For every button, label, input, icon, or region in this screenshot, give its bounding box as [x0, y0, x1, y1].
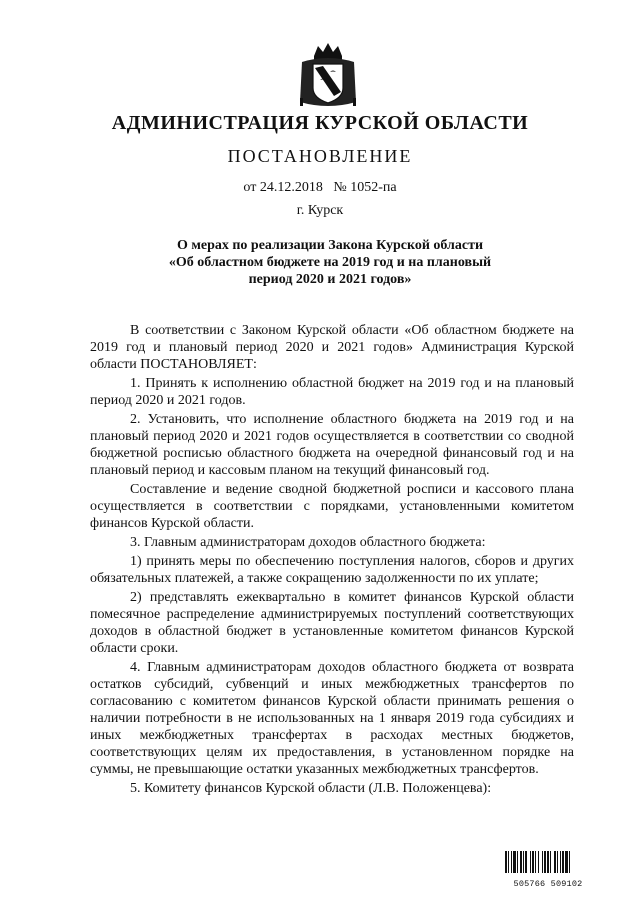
paragraph-item-3: 3. Главным администраторам доходов областного бюджета: [130, 535, 486, 550]
barcode [505, 851, 591, 889]
date-and-number: от 24.12.2018 № 1052-па [243, 180, 397, 195]
paragraph-item-2: 2. Установить, что исполнение областного бюджета на 2019 год и на плановый период 2020 и 2021 годов осуществляется в соответствии со сводной бюджетной росписью областного бюджета на очередной финансовый год и на плановый период и кассовым планом на текущий финансовый год. [90, 412, 574, 478]
paragraph-preamble: В соответствии с Законом Курской области «Об областном бюджете на 2019 год и плановый период 2020 и 2021 годов» Администрация Курской области ПОСТАНОВЛЯЕТ: [90, 323, 574, 372]
subject-line: «Об областном бюджете на 2019 год и на плановый [168, 255, 492, 270]
paragraph-item-2-continuation: Составление и ведение сводной бюджетной росписи и кассового плана осуществляется в соответствии с порядками, установленными комитетом финансов Курской области. [90, 482, 574, 531]
document-type: ПОСТАНОВЛЕНИЕ [227, 146, 413, 166]
coat-of-arms-icon [296, 40, 360, 108]
paragraph-item-4: 4. Главным администраторам доходов областного бюджета от возврата остатков субсидий, субвенций и иных межбюджетных трансфертов по согласованию с комитетом финансов Курской области принимать решения о наличии потребности в не использованных на 1 января 2019 года субсидиях и иных межбюджетных трансфертах в расходах местных бюджетов, соответствующих целям их предоставления, в установленном порядке на суммы, не превышающие остатки указанных межбюджетных трансфертов. [90, 660, 574, 777]
subject-line: период 2020 и 2021 годов» [248, 272, 412, 287]
barcode-bars [505, 851, 591, 873]
paragraph-item-3-sub-1: 1) принять меры по обеспечению поступления налогов, сборов и других обязательных платежей, а также сокращению задолженности по их уплате; [90, 554, 574, 586]
city: г. Курск [296, 203, 344, 218]
paragraph-item-5: 5. Комитету финансов Курской области (Л.В. Положенцева): [130, 781, 492, 796]
barcode-number: 505766 509102 [513, 879, 583, 889]
subject-line: О мерах по реализации Закона Курской области [176, 238, 484, 253]
paragraph-item-3-sub-2: 2) представлять ежеквартально в комитет финансов Курской области помесячное распределение администрируемых поступлений соответствующих доходов в областной бюджет в установленные комитетом финансов Курской области сроки. [90, 590, 574, 656]
organization-title: АДМИНИСТРАЦИЯ КУРСКОЙ ОБЛАСТИ [111, 112, 529, 134]
paragraph-item-1: 1. Принять к исполнению областной бюджет на 2019 год и на плановый период 2020 и 2021 годов. [90, 376, 574, 408]
document-subject [120, 237, 540, 288]
document-body [90, 322, 574, 799]
